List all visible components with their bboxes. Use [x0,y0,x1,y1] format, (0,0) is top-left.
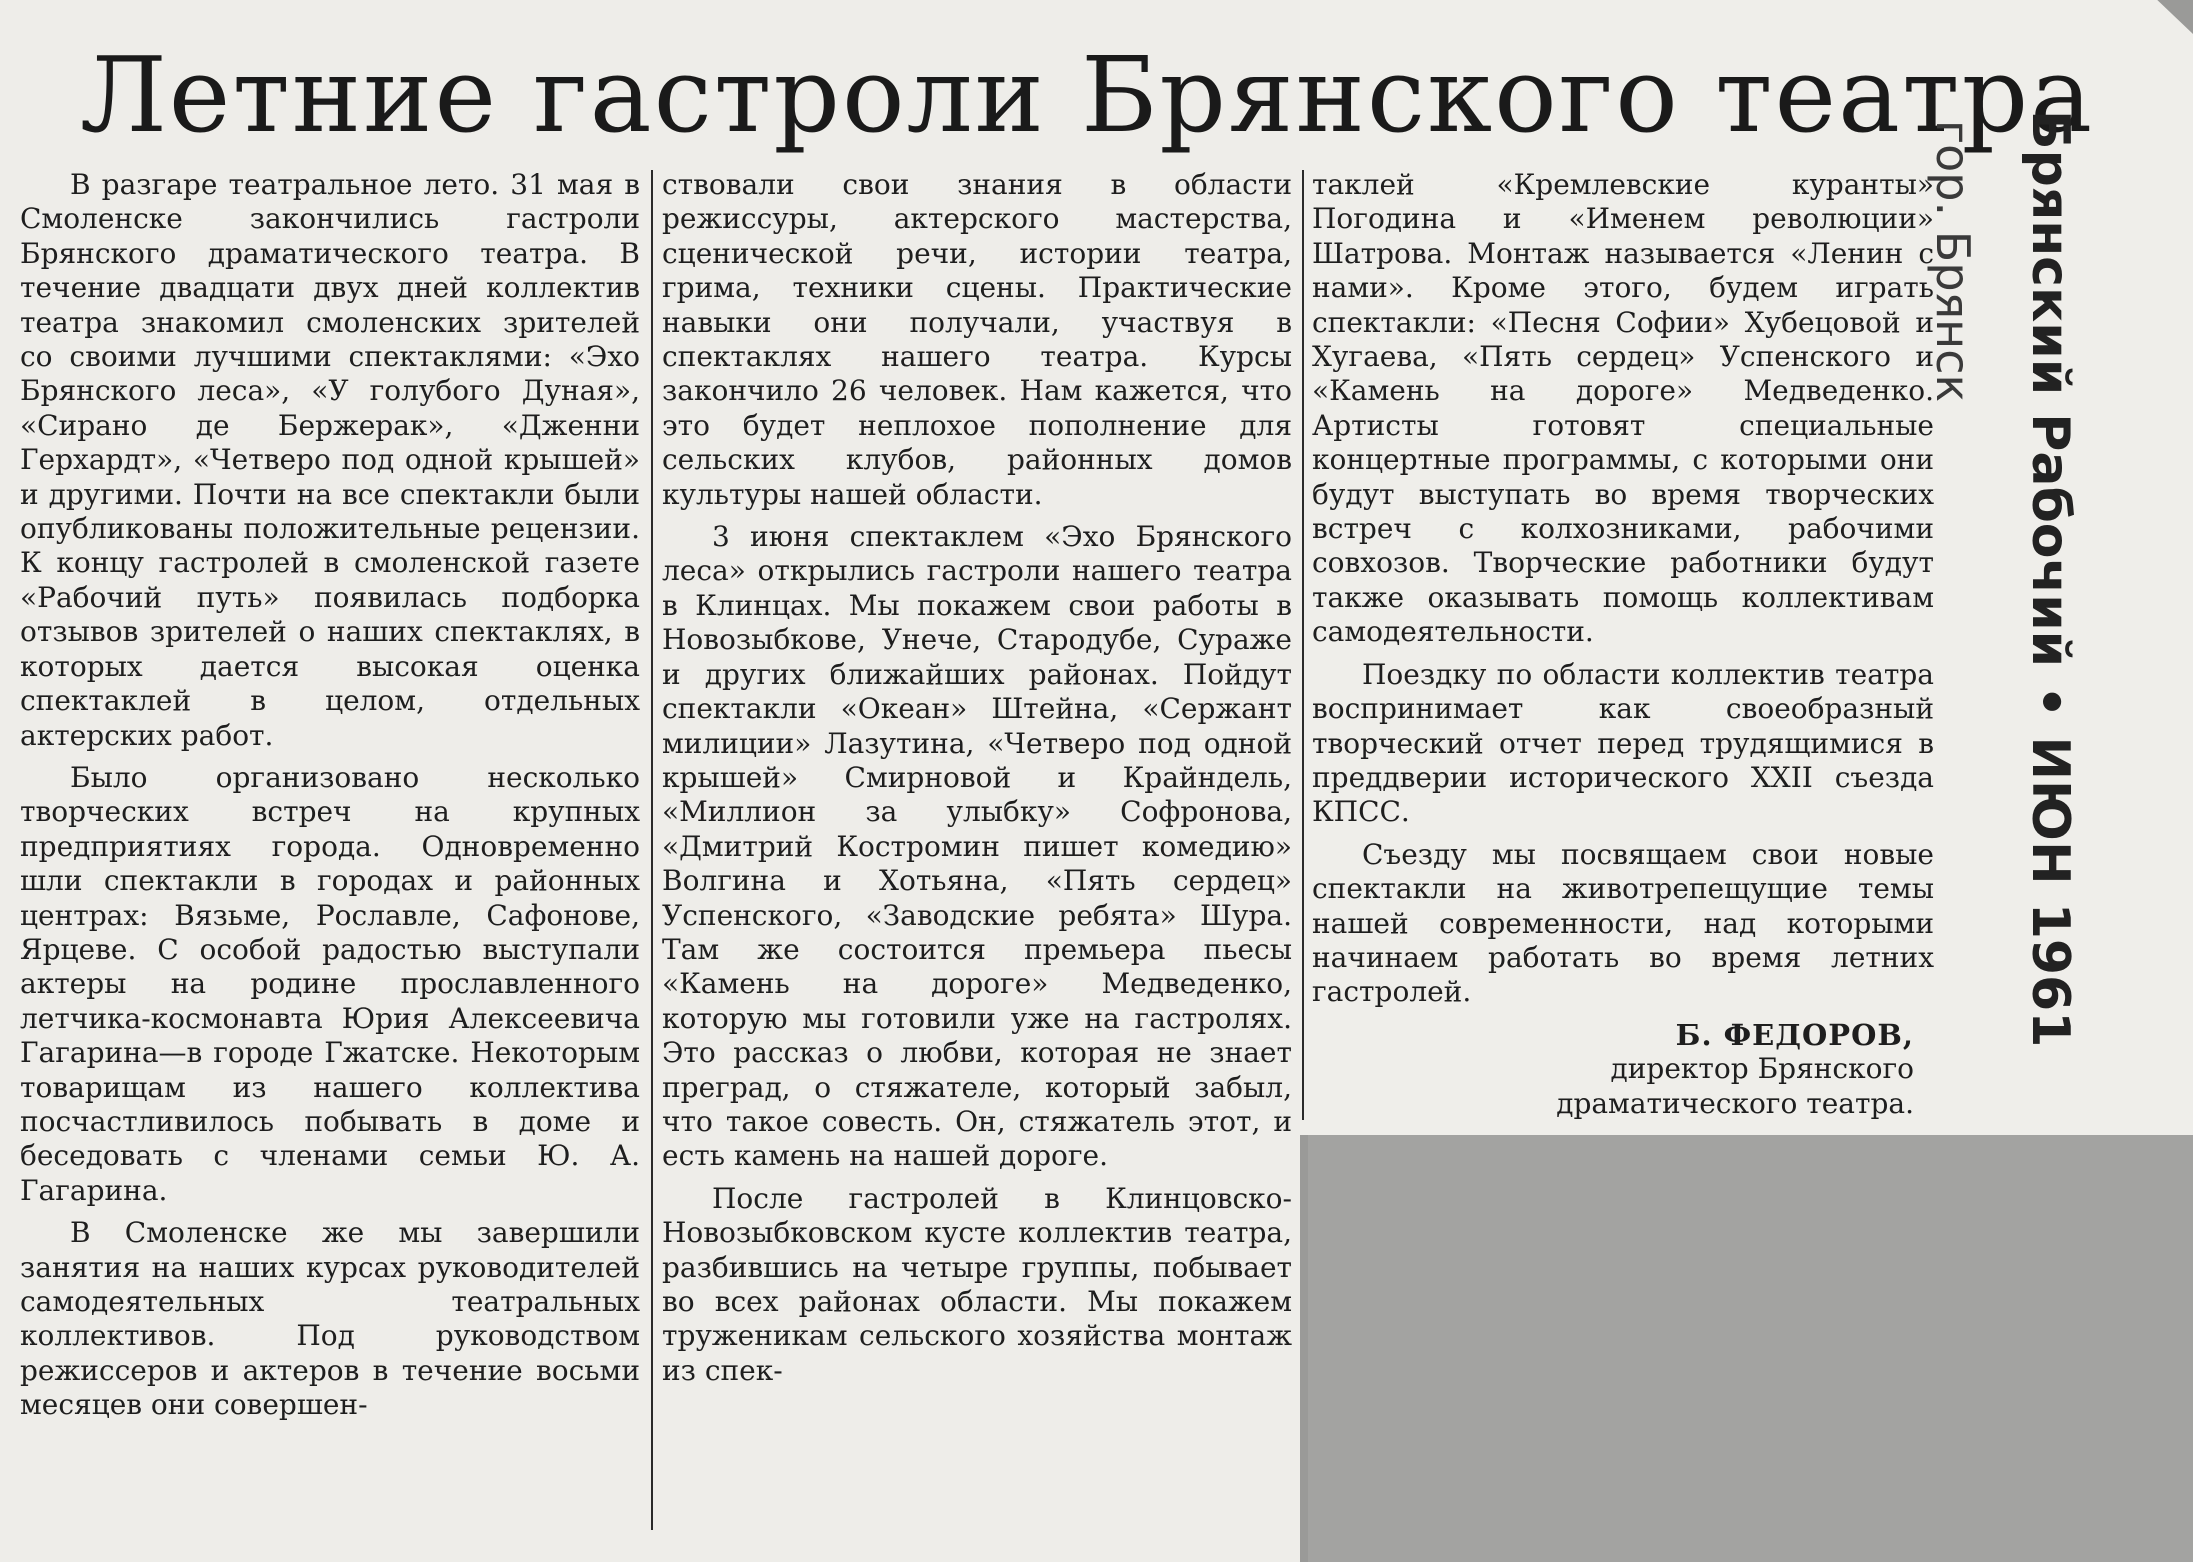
paragraph: После гастролей в Клинцовско-Новозыбковском кусте коллектив театра, разбившись на четыре группы, побывает во всех районах области. Мы покажем труженикам сельского хозяйства монтаж из спек- [662,1181,1292,1387]
article-column-2 [662,168,1292,1396]
paragraph: В Смоленске же мы завершили занятия на наших курсах руководителей самодеятельных театральных коллективов. Под руководством режиссеров и актеров в течение восьми месяцев они совершен- [20,1216,640,1422]
paragraph: ствовали свои знания в области режиссуры, актерского мастерства, сценической речи, истории театра, грима, техники сцены. Практические навыки они получали, участвуя в спектаклях нашего театра. Курсы закончило 26 человек. Нам кажется, что это будет неплохое пополнение для сельских клубов, районных домов культуры нашей области. [662,168,1292,511]
paragraph: таклей «Кремлевские куранты» Погодина и «Именем революции» Шатрова. Монтаж называется «Ленин с нами». Кроме этого, будем играть спектакли: «Песня Софии» Хубецовой и Хугаева, «Пять сердец» Успенского и «Камень на дороге» Медведенко. Артисты готовят специальные концертные программы, с которыми они будут выступать во время творческих встреч с колхозниками, рабочими совхозов. Творческие работники будут также оказывать помощь коллективам самодеятельности. [1312,168,1934,649]
column-rule-1 [651,170,653,1530]
newspaper-stamp: Брянский Рабочий • ИЮН 1961 [2020,110,2080,1048]
paragraph: Поездку по области коллектив театра воспринимает как своеобразный творческий отчет перед трудящимися в преддверии исторического XXII съезда КПСС. [1312,657,1934,829]
paragraph: 3 июня спектаклем «Эхо Брянского леса» открылись гастроли нашего театра в Клинцах. Мы покажем свои работы в Новозыбкове, Унече, Стародубе, Сураже и других ближайших районах. Пойдут спектакли «Океан» Штейна, «Сержант милиции» Лазутина, «Четверо под одной крышей» Смирновой и Крайндель, «Миллион за улыбку» Софронова, «Дмитрий Костромин пишет комедию» Волгина и Хотьяна, «Пять сердец» Успенского, «Заводские ребята» Шура. Там же состоится премьера пьесы «Камень на дороге» Медведенко, которую мы готовили уже на гастролях. Это рассказ о любви, которая не знает преград, о стяжателе, который забыл, что такое совесть. Он, стяжатель этот, и есть камень на нашей дороге. [662,520,1292,1173]
city-stamp: гор. Брянск [1926,120,1980,403]
author-title-line-2: драматического театра. [1556,1086,1914,1120]
article-column-3 [1312,168,1934,1121]
article-column-1 [20,168,640,1431]
author-signature [1312,1018,1934,1121]
paragraph: Было организовано несколько творческих встреч на крупных предприятиях города. Одновременно шли спектакли в городах и районных центрах: Вязьме, Рославле, Сафонове, Ярцеве. С особой радостью выступали актеры на родине прославленного летчика-космонавта Юрия Алексеевича Гагарина—в городе Гжатске. Некоторым товарищам из нашего коллектива посчастливилось побывать в доме и беседовать с членами семьи Ю. А. Гагарина. [20,760,640,1207]
article-headline: Летние гастроли Брянского театра [80,34,2095,156]
paragraph: Съезду мы посвящаем свои новые спектакли на животрепещущие темы нашей современности, над которыми начинаем работать во время летних гастролей. [1312,837,1934,1009]
paragraph: В разгаре театральное лето. 31 мая в Смоленске закончились гастроли Брянского драматического театра. В течение двадцати двух дней коллектив театра знакомил смоленских зрителей со своими лучшими спектаклями: «Эхо Брянского леса», «У голубого Дуная», «Сирано де Бержерак», «Дженни Герхардт», «Четверо под одной крышей» и другими. Почти на все спектакли были опубликованы положительные рецензии. К концу гастролей в смоленской газете «Рабочий путь» появилась подборка отзывов зрителей о наших спектаклях, в которых дается высокая оценка спектаклей в целом, отдельных актерских работ. [20,168,640,752]
column-rule-2 [1302,170,1304,1120]
author-title-line-1: директор Брянского [1610,1052,1914,1086]
author-name: Б. ФЕДОРОВ, [1675,1017,1914,1052]
background-gap [1308,1135,2193,1562]
